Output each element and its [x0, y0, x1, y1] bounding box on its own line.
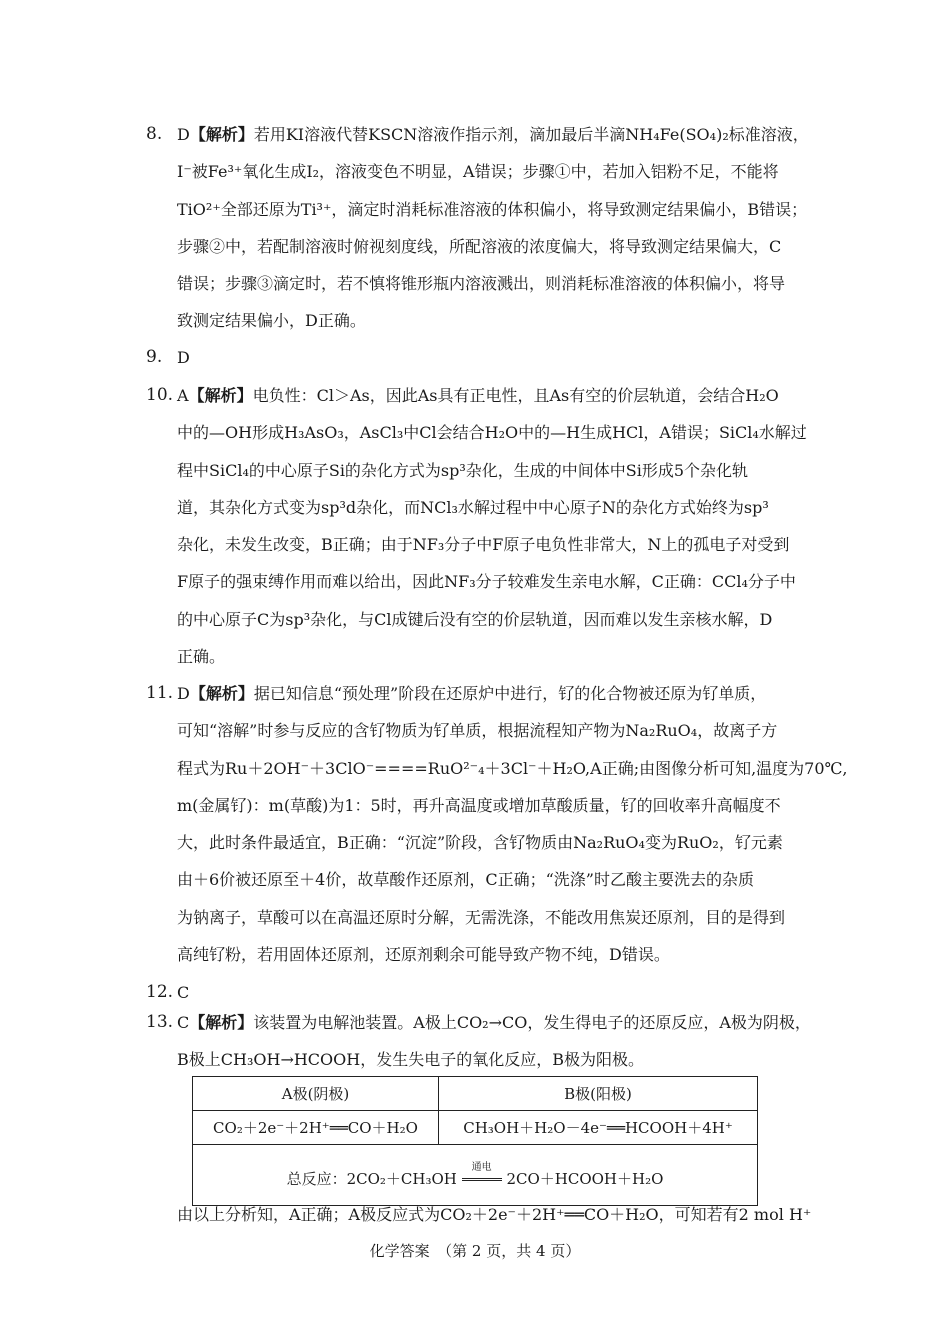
- item-body: [177, 116, 826, 340]
- analysis-line: 由以上分析知，A正确；A极反应式为CO₂＋2e⁻＋2H⁺══CO＋H₂O，可知若有2 mol H⁺: [177, 1205, 812, 1224]
- answer-item-13: [146, 1004, 826, 1079]
- anode-equation: CH₃OH＋H₂O－4e⁻══HCOOH＋4H⁺: [439, 1111, 758, 1145]
- answer-letter: D: [177, 348, 190, 367]
- analysis-line: 由＋6价被还原至＋4价，故草酸作还原剂，C正确；“洗涤”时乙酸主要洗去的杂质: [177, 870, 754, 890]
- item-number: 8.: [146, 124, 163, 144]
- analysis-tag: 【解析】: [188, 386, 253, 405]
- analysis-line: 正确。: [177, 647, 226, 667]
- analysis-line: 步骤②中，若配制溶液时俯视刻度线，所配溶液的浓度偏大，将导致测定结果偏大，C: [177, 236, 782, 256]
- analysis-line: 据已知信息“预处理”阶段在还原炉中进行，钌的化合物被还原为钌单质，: [253, 684, 767, 703]
- analysis-line: 程中SiCl₄的中心原子Si的杂化方式为sp³杂化，生成的中间体中Si形成5个杂化轨: [177, 460, 749, 480]
- analysis-line: F原子的强束缚作用而难以给出，因此NF₃分子较难发生亲电水解，C正确：CCl₄分子中: [177, 572, 796, 592]
- analysis-line: 杂化，未发生改变，B正确；由于NF₃分子中F原子电负性非常大，N上的孤电子对受到: [177, 535, 790, 555]
- analysis-line: 可知“溶解”时参与反应的含钌物质为钌单质，根据流程知产物为Na₂RuO₄，故离子方: [177, 721, 778, 741]
- answer-item-11: [146, 675, 848, 973]
- total-reaction-suffix: 2CO＋HCOOH＋H₂O: [506, 1169, 664, 1188]
- analysis-line: 若用KI溶液代替KSCN溶液作指示剂，滴加最后半滴NH₄Fe(SO₄)₂标准溶液，: [253, 125, 809, 144]
- item-body: [177, 339, 826, 376]
- answer-letter: D: [177, 125, 190, 144]
- analysis-line: TiO²⁺全部还原为Ti³⁺，滴定时消耗标准溶液的体积偏小，将导致测定结果偏小，B错误；: [177, 199, 808, 219]
- item-body: [177, 675, 848, 973]
- analysis-line: 大，此时条件最适宜，B正确：“沉淀”阶段，含钌物质由Na₂RuO₄变为RuO₂，钌元素: [177, 833, 783, 853]
- answer-letter: C: [177, 983, 190, 1002]
- electrode-reaction-table: [192, 1076, 758, 1206]
- table-header-anode: B极(阳极): [439, 1077, 758, 1111]
- analysis-line: 电负性：Cl＞As，因此As具有正电性，且As有空的价层轨道，会结合H₂O: [252, 386, 779, 405]
- item-number: 12.: [146, 982, 174, 1002]
- item-number: 10.: [146, 385, 174, 405]
- table-header-cathode: A极(阴极): [193, 1077, 439, 1111]
- item-body: [177, 377, 826, 675]
- item-number: 9.: [146, 347, 163, 367]
- analysis-tag: 【解析】: [189, 125, 254, 144]
- analysis-line: 高纯钌粉，若用固体还原剂，还原剂剩余可能导致产物不纯，D错误。: [177, 945, 670, 965]
- continuation-text: [146, 1196, 826, 1233]
- item-number: 13.: [146, 1012, 174, 1032]
- reaction-arrow: [462, 1162, 502, 1188]
- answer-letter: A: [177, 386, 189, 405]
- analysis-line: 致测定结果偏小，D正确。: [177, 311, 366, 331]
- analysis-line: 错误；步骤③滴定时，若不慎将锥形瓶内溶液溅出，则消耗标准溶液的体积偏小，将导: [177, 274, 786, 294]
- analysis-line: m(金属钌)：m(草酸)为1：5时，再升高温度或增加草酸质量，钌的回收率升高幅度不: [177, 795, 781, 815]
- analysis-line: 为钠离子，草酸可以在高温还原时分解，无需洗涤，不能改用焦炭还原剂，目的是得到: [177, 907, 786, 927]
- analysis-line: 的中心原子C为sp³杂化，与Cl成键后没有空的价层轨道，因而难以发生亲核水解，D: [177, 609, 773, 629]
- analysis-tag: 【解析】: [189, 1013, 254, 1032]
- analysis-line: 中的—OH形成H₃AsO₃，AsCl₃中Cl会结合H₂O中的—H生成HCl，A错误；SiCl₄水解过: [177, 423, 807, 443]
- answer-item-10: [146, 377, 826, 675]
- total-reaction-prefix: 总反应：2CO₂＋CH₃OH: [286, 1169, 457, 1188]
- answer-item-9: [146, 339, 826, 376]
- analysis-line: I⁻被Fe³⁺氧化生成I₂，溶液变色不明显，A错误；步骤①中，若加入铝粉不足，不能将: [177, 162, 779, 182]
- analysis-tag: 【解析】: [189, 684, 254, 703]
- answer-letter: C: [177, 1013, 190, 1032]
- analysis-line: 道，其杂化方式变为sp³d杂化，而NCl₃水解过程中中心原子N的杂化方式始终为sp³: [177, 497, 769, 517]
- analysis-line: B极上CH₃OH→HCOOH，发生失电子的氧化反应，B极为阳极。: [177, 1050, 644, 1070]
- page-footer: 化学答案 （第 2 页，共 4 页）: [369, 1242, 581, 1260]
- analysis-line: 程式为Ru＋2OH⁻＋3ClO⁻====RuO²⁻₄＋3Cl⁻＋H₂O,A正确;由图像分析可知,温度为70℃,: [177, 758, 848, 778]
- answer-item-8: [146, 116, 826, 340]
- item-body: [177, 1004, 826, 1079]
- answer-letter: D: [177, 684, 190, 703]
- item-number: 11.: [146, 683, 174, 703]
- cathode-equation: CO₂＋2e⁻＋2H⁺══CO＋H₂O: [193, 1111, 439, 1145]
- analysis-line: 该装置为电解池装置。A极上CO₂→CO，发生得电子的还原反应，A极为阴极，: [253, 1013, 811, 1032]
- reaction-condition: 通电: [471, 1161, 492, 1173]
